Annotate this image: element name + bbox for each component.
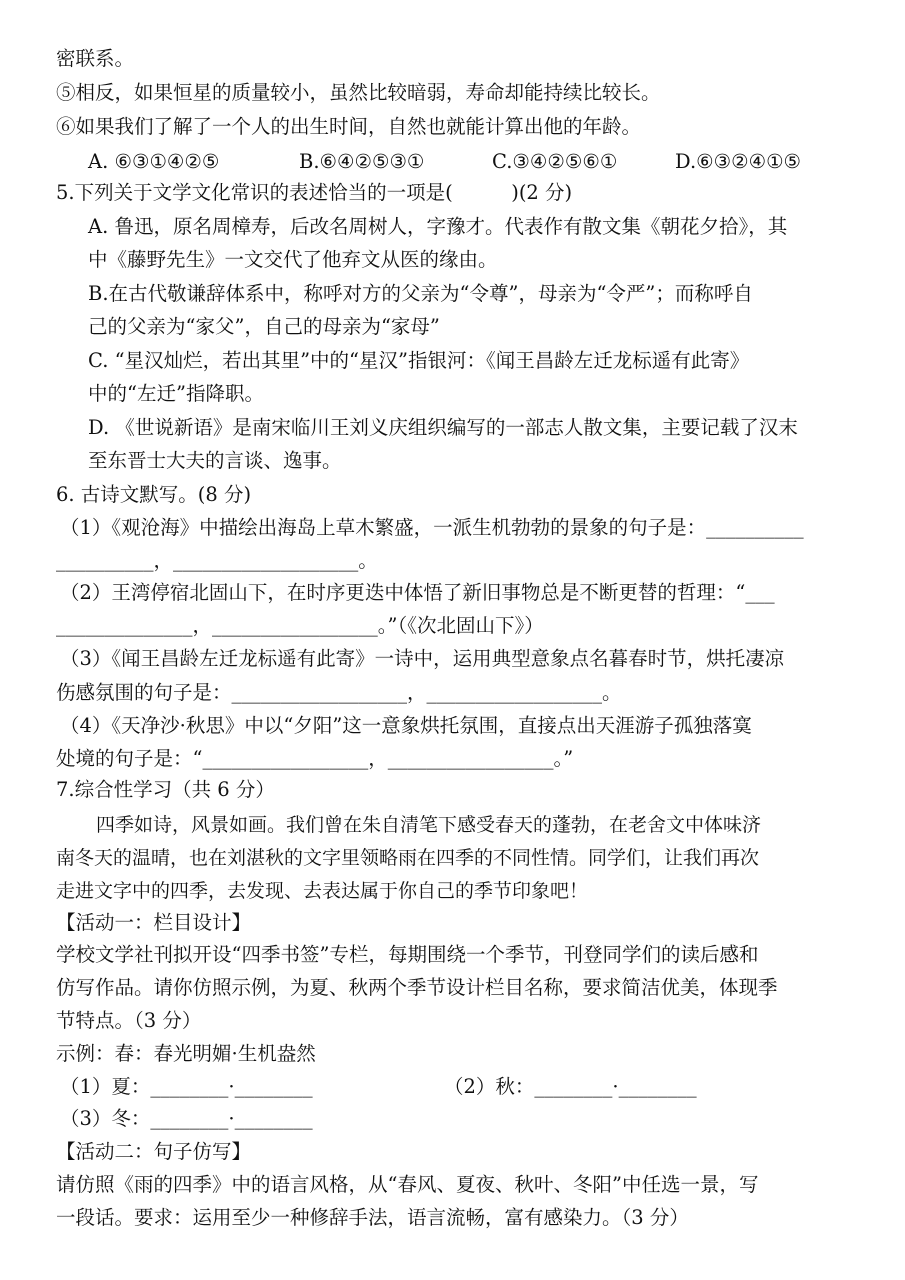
q6-item-4: （4）《天净沙·秋思》中以“夕阳”这一意象烘托氛围，直接点出天涯游子孤独落寞: [60, 714, 752, 737]
activity-2-title: 【活动二：句子仿写】: [56, 1140, 252, 1163]
example-line: 示例：春：春光明媚·生机盎然: [56, 1042, 316, 1065]
q6-item-1-blanks: __________，___________________。: [56, 549, 378, 572]
q6-item-4-blanks: 处境的句子是：“_________________，_________________。”: [56, 747, 574, 770]
activity-1-text-1: 学校文学社刊拟开设“四季书签”专栏，每期围绕一个季节，刊登同学们的读后感和: [56, 943, 759, 966]
sentence-6: ⑥如果我们了解了一个人的出生时间，自然也就能计算出他的年龄。: [56, 115, 642, 138]
activity-1-title: 【活动一：栏目设计】: [56, 911, 252, 934]
q5-option-c-cont: 中的“左迁”指降职。: [88, 382, 264, 405]
fill-summer: （1）夏：________·________: [60, 1075, 313, 1098]
q4-option-d: D.⑥③②④①⑤: [675, 150, 802, 173]
q6-item-2-blanks: ______________，_________________。”（《次北固山下》）: [56, 614, 544, 637]
q5-option-d: D. 《世说新语》是南宋临川王刘义庆组织编写的一部志人散文集，主要记载了汉末: [88, 416, 798, 439]
q4-option-a: A. ⑥③①④②⑤: [88, 150, 220, 173]
q5-option-b-cont: 己的父亲为“家父”，自己的母亲为“家母”: [88, 315, 440, 338]
fill-winter: （3）冬：________·________: [60, 1107, 313, 1130]
q6-item-3-blanks: 伤感氛围的句子是：__________________，__________________。: [56, 681, 622, 704]
q6-item-1: （1）《观沧海》中描绘出海岛上草木繁盛，一派生机勃勃的景象的句子是：__________: [60, 516, 804, 539]
q7-intro-line-1: 四季如诗，风景如画。我们曾在朱自清笔下感受春天的蓬勃，在老舍文中体味济: [96, 814, 762, 836]
q5-stem: 5.下列关于文学文化常识的表述恰当的一项是( )(2 分): [56, 181, 573, 204]
q5-option-a-cont: 中《藤野先生》一文交代了他弃文从医的缘由。: [88, 248, 498, 271]
q6-item-2: （2）王湾停宿北固山下，在时序更迭中体悟了新旧事物总是不断更替的哲理：“___: [60, 581, 775, 604]
fill-autumn: （2）秋：________·________: [444, 1075, 697, 1098]
q5-option-d-cont: 至东晋士大夫的言谈、逸事。: [88, 449, 342, 472]
q5-option-c: C. “星汉灿烂，若出其里”中的“星汉”指银河：《闻王昌龄左迁龙标遥有此寄》: [88, 349, 750, 372]
q4-option-b: B.⑥④②⑤③①: [299, 150, 425, 173]
q6-item-3: （3）《闻王昌龄左迁龙标遥有此寄》一诗中，运用典型意象点名暮春时节，烘托凄凉: [60, 647, 785, 670]
q5-option-b: B.在古代敬谦辞体系中，称呼对方的父亲为“令尊”，母亲为“令严”；而称呼自: [88, 282, 753, 305]
q6-stem: 6. 古诗文默写。(8 分): [56, 483, 252, 506]
q4-option-c: C.③④②⑤⑥①: [492, 150, 618, 173]
q7-intro-line-2: 南冬天的温晴，也在刘湛秋的文字里领略雨在四季的不同性情。同学们，让我们再次: [56, 847, 760, 869]
activity-1-text-3: 节特点。（3 分）: [56, 1009, 202, 1032]
q7-intro-line-3: 走进文字中的四季，去发现、去表达属于你自己的季节印象吧！: [56, 880, 589, 902]
sentence-5: ⑤相反，如果恒星的质量较小，虽然比较暗弱，寿命却能持续比较长。: [56, 81, 661, 104]
q7-stem: 7.综合性学习（共 6 分）: [56, 778, 275, 801]
activity-2-text-2: 一段话。要求：运用至少一种修辞手法，语言流畅，富有感染力。（3 分）: [56, 1206, 689, 1229]
q5-option-a: A. 鲁迅，原名周樟寿，后改名周树人，字豫才。代表作有散文集《朝花夕拾》，其: [88, 215, 788, 238]
text-line: 密联系。: [56, 47, 135, 70]
q4-options: [88, 149, 801, 175]
activity-2-text-1: 请仿照《雨的四季》中的语言风格，从“春风、夏夜、秋叶、冬阳”中任选一景，写: [56, 1173, 759, 1196]
activity-1-text-2: 仿写作品。请你仿照示例，为夏、秋两个季节设计栏目名称，要求简洁优美，体现季: [56, 976, 778, 999]
